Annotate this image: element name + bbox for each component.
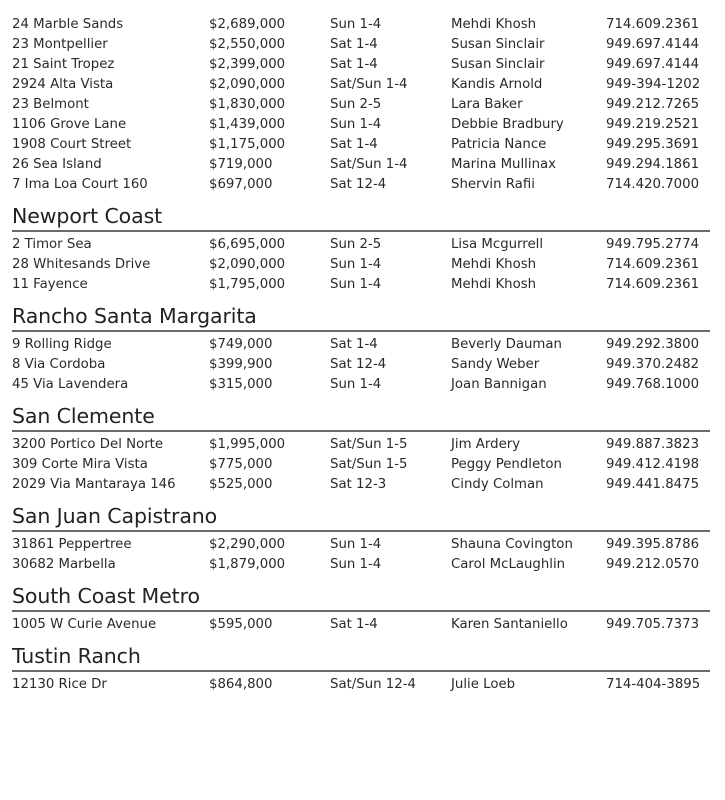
listing-agent-phone: 949.395.8786 xyxy=(606,537,700,552)
listing-address: 24 Marble Sands xyxy=(12,17,124,32)
listing-row xyxy=(12,455,710,475)
listing-row xyxy=(12,55,710,75)
listing-open-house-time: Sun 1-4 xyxy=(330,377,382,392)
listing-price: $1,439,000 xyxy=(209,117,286,132)
listing-row xyxy=(12,535,710,555)
listing-open-house-time: Sun 2-5 xyxy=(330,97,382,112)
listing-address: 30682 Marbella xyxy=(12,557,116,572)
listing-agent-name: Lisa Mcgurrell xyxy=(451,237,544,252)
listing-address: 7 Ima Loa Court 160 xyxy=(12,177,148,192)
listing-open-house-time: Sat 1-4 xyxy=(330,337,378,352)
listing-open-house-time: Sun 1-4 xyxy=(330,557,382,572)
listing-agent-name: Cindy Colman xyxy=(451,477,544,492)
listing-row xyxy=(12,235,710,255)
listing-price: $2,399,000 xyxy=(209,57,286,72)
listing-open-house-time: Sun 1-4 xyxy=(330,117,382,132)
city-section xyxy=(12,404,710,495)
listing-agent-name: Marina Mullinax xyxy=(451,157,557,172)
listing-agent-phone: 949.292.3800 xyxy=(606,337,700,352)
city-heading: Tustin Ranch xyxy=(12,644,710,672)
listing-price: $2,689,000 xyxy=(209,17,286,32)
listing-address: 1005 W Curie Avenue xyxy=(12,617,157,632)
listing-agent-phone: 949.887.3823 xyxy=(606,437,700,452)
listing-row xyxy=(12,15,710,35)
listing-price: $749,000 xyxy=(209,337,273,352)
listing-row xyxy=(12,475,710,495)
listing-row xyxy=(12,35,710,55)
listing-open-house-time: Sat 1-4 xyxy=(330,57,378,72)
listing-price: $864,800 xyxy=(209,677,273,692)
listing-open-house-time: Sat 1-4 xyxy=(330,617,378,632)
listing-agent-name: Karen Santaniello xyxy=(451,617,568,632)
listing-open-house-time: Sun 2-5 xyxy=(330,237,382,252)
listing-agent-name: Kandis Arnold xyxy=(451,77,543,92)
listing-row xyxy=(12,155,710,175)
listing-open-house-time: Sat 1-4 xyxy=(330,37,378,52)
listing-open-house-time: Sat 12-3 xyxy=(330,477,387,492)
listing-address: 309 Corte Mira Vista xyxy=(12,457,148,472)
listing-price: $1,795,000 xyxy=(209,277,286,292)
listing-price: $2,090,000 xyxy=(209,257,286,272)
listing-agent-phone: 949.768.1000 xyxy=(606,377,700,392)
listing-address: 28 Whitesands Drive xyxy=(12,257,151,272)
listing-agent-phone: 949.795.2774 xyxy=(606,237,700,252)
listing-open-house-time: Sun 1-4 xyxy=(330,537,382,552)
listing-agent-name: Susan Sinclair xyxy=(451,57,545,72)
listing-agent-name: Lara Baker xyxy=(451,97,523,112)
listing-address: 2 Timor Sea xyxy=(12,237,92,252)
city-heading: South Coast Metro xyxy=(12,584,710,612)
listing-address: 26 Sea Island xyxy=(12,157,102,172)
listing-row xyxy=(12,675,710,695)
listing-open-house-time: Sat 1-4 xyxy=(330,137,378,152)
listing-row xyxy=(12,615,710,635)
city-heading: Newport Coast xyxy=(12,204,710,232)
listing-agent-phone: 949.212.0570 xyxy=(606,557,700,572)
listing-agent-name: Patricia Nance xyxy=(451,137,547,152)
city-section xyxy=(12,15,710,195)
listing-price: $2,550,000 xyxy=(209,37,286,52)
listing-open-house-time: Sat/Sun 1-4 xyxy=(330,157,408,172)
listing-address: 12130 Rice Dr xyxy=(12,677,107,692)
listing-open-house-time: Sat 12-4 xyxy=(330,357,387,372)
listing-row xyxy=(12,135,710,155)
listing-address: 1106 Grove Lane xyxy=(12,117,127,132)
listing-agent-phone: 949.697.4144 xyxy=(606,57,700,72)
listing-open-house-time: Sun 1-4 xyxy=(330,277,382,292)
listing-price: $2,290,000 xyxy=(209,537,286,552)
listing-address: 31861 Peppertree xyxy=(12,537,132,552)
city-section xyxy=(12,304,710,395)
listing-row xyxy=(12,175,710,195)
listing-price: $315,000 xyxy=(209,377,273,392)
listing-open-house-time: Sun 1-4 xyxy=(330,17,382,32)
listing-row xyxy=(12,275,710,295)
listing-address: 9 Rolling Ridge xyxy=(12,337,112,352)
listing-agent-phone: 949.441.8475 xyxy=(606,477,700,492)
listing-agent-name: Debbie Bradbury xyxy=(451,117,564,132)
listing-address: 8 Via Cordoba xyxy=(12,357,106,372)
listing-address: 11 Fayence xyxy=(12,277,88,292)
listing-open-house-time: Sat/Sun 12-4 xyxy=(330,677,416,692)
city-section xyxy=(12,584,710,635)
listing-price: $6,695,000 xyxy=(209,237,286,252)
listing-price: $525,000 xyxy=(209,477,273,492)
listing-row xyxy=(12,335,710,355)
listing-row xyxy=(12,435,710,455)
listing-row xyxy=(12,255,710,275)
listing-address: 3200 Portico Del Norte xyxy=(12,437,164,452)
listing-price: $1,879,000 xyxy=(209,557,286,572)
listing-agent-name: Julie Loeb xyxy=(451,677,516,692)
listing-agent-phone: 714.609.2361 xyxy=(606,257,700,272)
listing-address: 2924 Alta Vista xyxy=(12,77,114,92)
listing-agent-name: Susan Sinclair xyxy=(451,37,545,52)
listing-row xyxy=(12,555,710,575)
listing-agent-phone: 949.212.7265 xyxy=(606,97,700,112)
listing-open-house-time: Sun 1-4 xyxy=(330,257,382,272)
city-heading: San Clemente xyxy=(12,404,710,432)
listing-address: 1908 Court Street xyxy=(12,137,132,152)
listing-agent-phone: 949.219.2521 xyxy=(606,117,700,132)
listing-agent-phone: 949.295.3691 xyxy=(606,137,700,152)
listing-agent-phone: 714.420.7000 xyxy=(606,177,700,192)
listing-open-house-time: Sat/Sun 1-5 xyxy=(330,457,408,472)
listing-address: 23 Belmont xyxy=(12,97,89,112)
listing-open-house-time: Sat/Sun 1-4 xyxy=(330,77,408,92)
listing-price: $719,000 xyxy=(209,157,273,172)
listing-agent-phone: 949.294.1861 xyxy=(606,157,700,172)
listing-price: $1,995,000 xyxy=(209,437,286,452)
listing-address: 21 Saint Tropez xyxy=(12,57,115,72)
listing-price: $595,000 xyxy=(209,617,273,632)
listing-agent-phone: 714.609.2361 xyxy=(606,17,700,32)
listing-row xyxy=(12,355,710,375)
listing-row xyxy=(12,375,710,395)
listing-price: $775,000 xyxy=(209,457,273,472)
listing-agent-name: Sandy Weber xyxy=(451,357,540,372)
listing-address: 2029 Via Mantaraya 146 xyxy=(12,477,176,492)
listing-agent-name: Mehdi Khosh xyxy=(451,277,537,292)
city-heading: San Juan Capistrano xyxy=(12,504,710,532)
listing-agent-name: Jim Ardery xyxy=(451,437,521,452)
listing-agent-name: Beverly Dauman xyxy=(451,337,562,352)
listing-price: $1,830,000 xyxy=(209,97,286,112)
listing-agent-name: Mehdi Khosh xyxy=(451,17,537,32)
city-section xyxy=(12,504,710,575)
listing-agent-name: Carol McLaughlin xyxy=(451,557,566,572)
city-section xyxy=(12,644,710,695)
listing-agent-name: Peggy Pendleton xyxy=(451,457,562,472)
city-section xyxy=(12,204,710,295)
listing-agent-phone: 949.370.2482 xyxy=(606,357,700,372)
listing-row xyxy=(12,95,710,115)
listing-price: $1,175,000 xyxy=(209,137,286,152)
listing-agent-phone: 949.697.4144 xyxy=(606,37,700,52)
listing-price: $697,000 xyxy=(209,177,273,192)
listing-agent-phone: 949.705.7373 xyxy=(606,617,700,632)
listing-agent-name: Mehdi Khosh xyxy=(451,257,537,272)
listing-agent-name: Shauna Covington xyxy=(451,537,573,552)
listing-row xyxy=(12,115,710,135)
listing-price: $2,090,000 xyxy=(209,77,286,92)
listing-agent-name: Shervin Rafii xyxy=(451,177,535,192)
listing-agent-name: Joan Bannigan xyxy=(451,377,547,392)
listing-open-house-time: Sat/Sun 1-5 xyxy=(330,437,408,452)
listing-address: 45 Via Lavendera xyxy=(12,377,129,392)
listing-agent-phone: 949.412.4198 xyxy=(606,457,700,472)
open-house-listings xyxy=(12,15,710,695)
listing-agent-phone: 714.609.2361 xyxy=(606,277,700,292)
listing-agent-phone: 949-394-1202 xyxy=(606,77,701,92)
listing-open-house-time: Sat 12-4 xyxy=(330,177,387,192)
listing-agent-phone: 714-404-3895 xyxy=(606,677,701,692)
listing-row xyxy=(12,75,710,95)
listing-address: 23 Montpellier xyxy=(12,37,108,52)
city-heading: Rancho Santa Margarita xyxy=(12,304,710,332)
listing-price: $399,900 xyxy=(209,357,273,372)
